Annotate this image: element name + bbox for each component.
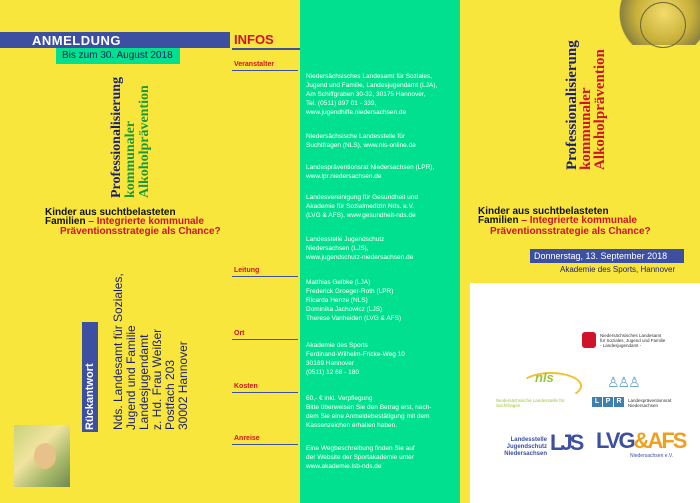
heading-integrierte: – Integrierte kommunale xyxy=(518,215,637,226)
lower-saxony-crest-icon xyxy=(582,332,596,348)
info-line: Akademie für Sozialmedizin Nds. e.V. xyxy=(306,203,415,210)
lvg-logo-subtitle: Niedersachsen e.V. xyxy=(630,453,674,459)
heading-familien: Familien xyxy=(478,215,519,226)
cover-heading-line-3: Präventionsstrategie als Chance? xyxy=(490,226,651,237)
event-venue: Akademie des Sports, Hannover xyxy=(560,265,676,274)
info-line: Landespräventionsrat Niedersachsen (LPR), xyxy=(306,164,435,171)
veranstalter-lpr xyxy=(306,163,456,181)
ljs-logo-mark: LJS xyxy=(550,430,582,455)
anmeldung-heading-line-1: Kinder aus suchtbelasteten xyxy=(45,207,176,218)
label-kosten: Kosten xyxy=(234,383,258,390)
lpr-line: Niedersachsen xyxy=(628,403,659,408)
leitung-person: Frederick Groeger-Roth (LPR) xyxy=(306,288,394,295)
ort-block xyxy=(306,341,456,377)
cover-heading-line-1: Kinder aus suchtbelasteten xyxy=(478,206,609,217)
event-date: Donnerstag, 13. September 2018 xyxy=(530,249,684,263)
address-line: 30002 Hannover xyxy=(176,341,190,430)
address-line: Landesjugendamt xyxy=(137,334,151,430)
series-line-1: Professionalisierung xyxy=(564,40,580,170)
info-line: Jugend und Familie, Landesjugendamt (LJA), xyxy=(306,82,438,89)
label-leitung: Leitung xyxy=(234,267,260,274)
lvg-mark: LVG xyxy=(596,428,634,453)
ort-line: Akademie des Sports xyxy=(306,342,368,349)
leitung-person: Dominika Jachowicz (LJS) xyxy=(306,306,383,313)
lpr-logo-text xyxy=(628,398,678,408)
series-line-3: Alkoholprävention xyxy=(592,49,608,170)
cover-series-title xyxy=(565,40,607,170)
label-rule xyxy=(232,339,298,340)
infos-header-rule xyxy=(232,48,300,50)
veranstalter-lja xyxy=(306,72,456,117)
return-address xyxy=(112,273,190,430)
label-rule xyxy=(232,70,298,71)
info-line: Landesstelle Jugendschutz xyxy=(306,236,385,243)
info-line: Landesvereinigung für Gesundheit und xyxy=(306,194,419,201)
info-line: Am Schiffgraben 30-32, 30175 Hannover, xyxy=(306,91,426,98)
afs-mark: &AFS xyxy=(633,428,686,453)
globe-outline xyxy=(640,2,686,48)
lvg-afs-logo xyxy=(596,428,685,454)
lpr-line: Landespräventionsrat xyxy=(628,398,672,403)
heading-familien: Familien xyxy=(45,216,86,227)
lja-line: für Soziales, Jugend und Familie xyxy=(600,338,666,343)
address-line: Postfach 203 xyxy=(163,359,177,430)
label-rule xyxy=(232,444,298,445)
ort-line: (0511) 12 68 - 180 xyxy=(306,369,359,376)
address-line: Jugend und Familie xyxy=(124,325,138,430)
kosten-line: 60,- € inkl. Verpflegung xyxy=(306,395,373,402)
info-line: Niedersachsen (LJS), xyxy=(306,245,369,252)
label-rule xyxy=(232,392,298,393)
veranstalter-nls xyxy=(306,132,456,150)
label-veranstalter: Veranstalter xyxy=(234,61,275,68)
kosten-line: dem Sie eine Anmeldebestätigung mit dem xyxy=(306,413,430,420)
series-line-1: Professionalisierung xyxy=(109,76,124,198)
label-ort: Ort xyxy=(234,330,245,337)
kosten-block xyxy=(306,394,456,430)
anmeldung-series-title xyxy=(110,77,152,198)
anmeldung-deadline: Bis zum 30. August 2018 xyxy=(56,48,180,64)
info-link[interactable]: www.jugendhilfe.niedersachsen.de xyxy=(306,109,407,116)
child-photo xyxy=(14,425,70,487)
logo-area xyxy=(470,283,700,503)
nls-logo: nls xyxy=(535,370,554,385)
info-line: Niedersächsische Landesstelle für xyxy=(306,133,405,140)
label-rule xyxy=(232,276,298,277)
nls-logo-subtitle: Niedersächsische Landesstelle für Suchtfragen xyxy=(496,398,565,408)
leitung-person: Matthias Gelbke (LJA) xyxy=(306,279,371,286)
kosten-line: Bitte überweisen Sie den Betrag erst, nach- xyxy=(306,404,432,411)
lpr-letter-p: P xyxy=(603,397,613,407)
lja-line: - Landesjugendamt - xyxy=(600,343,642,348)
info-line: Niedersächsisches Landesamt für Soziales, xyxy=(306,73,433,80)
address-line: Nds. Landesamt für Soziales, xyxy=(111,273,125,430)
anreise-line: Eine Wegbeschreibung finden Sie auf xyxy=(306,445,415,452)
kosten-line: Kassenzeichen erhalten haben. xyxy=(306,422,398,429)
lpr-letter-l: L xyxy=(592,397,602,407)
ort-line: Ferdinand-Wilhelm-Fricke-Weg 10 xyxy=(306,351,405,358)
lja-line: Niedersächsisches Landesamt xyxy=(600,333,662,338)
leitung-person: Ricarda Henze (NLS) xyxy=(306,297,368,304)
anreise-block xyxy=(306,444,456,471)
info-line: (LVG & AFS), www.gesundheit-nds.de xyxy=(306,212,416,219)
ort-line: 30169 Hannover xyxy=(306,360,355,367)
ljs-line: Jugendschutz xyxy=(506,444,547,450)
info-line: Tel. (0511) 897 01 - 339, xyxy=(306,100,377,107)
ljs-line: Niedersachsen xyxy=(504,451,547,457)
infos-title: INFOS xyxy=(234,32,274,47)
info-link[interactable]: www.jugendschutz-niedersachsen.de xyxy=(306,254,414,261)
series-line-2: kommunaler xyxy=(123,121,138,198)
lja-logo-text xyxy=(600,333,680,348)
ljs-line: Landesstelle xyxy=(510,437,547,443)
leitung-person: Therese Vanheiden (LVG & AFS) xyxy=(306,315,402,322)
lpr-letter-r: R xyxy=(614,397,624,407)
leitung-list xyxy=(306,278,456,323)
info-line: Suchtfragen (NLS), www.nls-online.de xyxy=(306,142,416,149)
anreise-link[interactable]: www.akademie.lsb-nds.de xyxy=(306,463,382,470)
info-link[interactable]: www.lpr.niedersachsen.de xyxy=(306,173,382,180)
anmeldung-heading-line-3: Präventionsstrategie als Chance? xyxy=(60,226,221,237)
heading-integrierte: – Integrierte kommunale xyxy=(85,216,204,227)
label-anreise: Anreise xyxy=(234,435,260,442)
address-line: z. Hd. Frau Weißer xyxy=(150,328,164,430)
cover-heading-line-2 xyxy=(478,215,637,226)
veranstalter-lvg xyxy=(306,193,456,220)
veranstalter-ljs xyxy=(306,235,456,262)
series-line-3: Alkoholprävention xyxy=(137,85,152,198)
ljs-logo-text xyxy=(495,437,547,458)
rueckantwort-label: Rückantwort xyxy=(84,363,96,430)
anreise-line: der Website der Sportakademie unter xyxy=(306,454,414,461)
child-face xyxy=(34,443,56,469)
anmeldung-title: ANMELDUNG xyxy=(32,33,121,48)
lpr-figures-icon: ♙♙♙ xyxy=(607,374,639,390)
series-line-2: kommunaler xyxy=(578,87,594,170)
